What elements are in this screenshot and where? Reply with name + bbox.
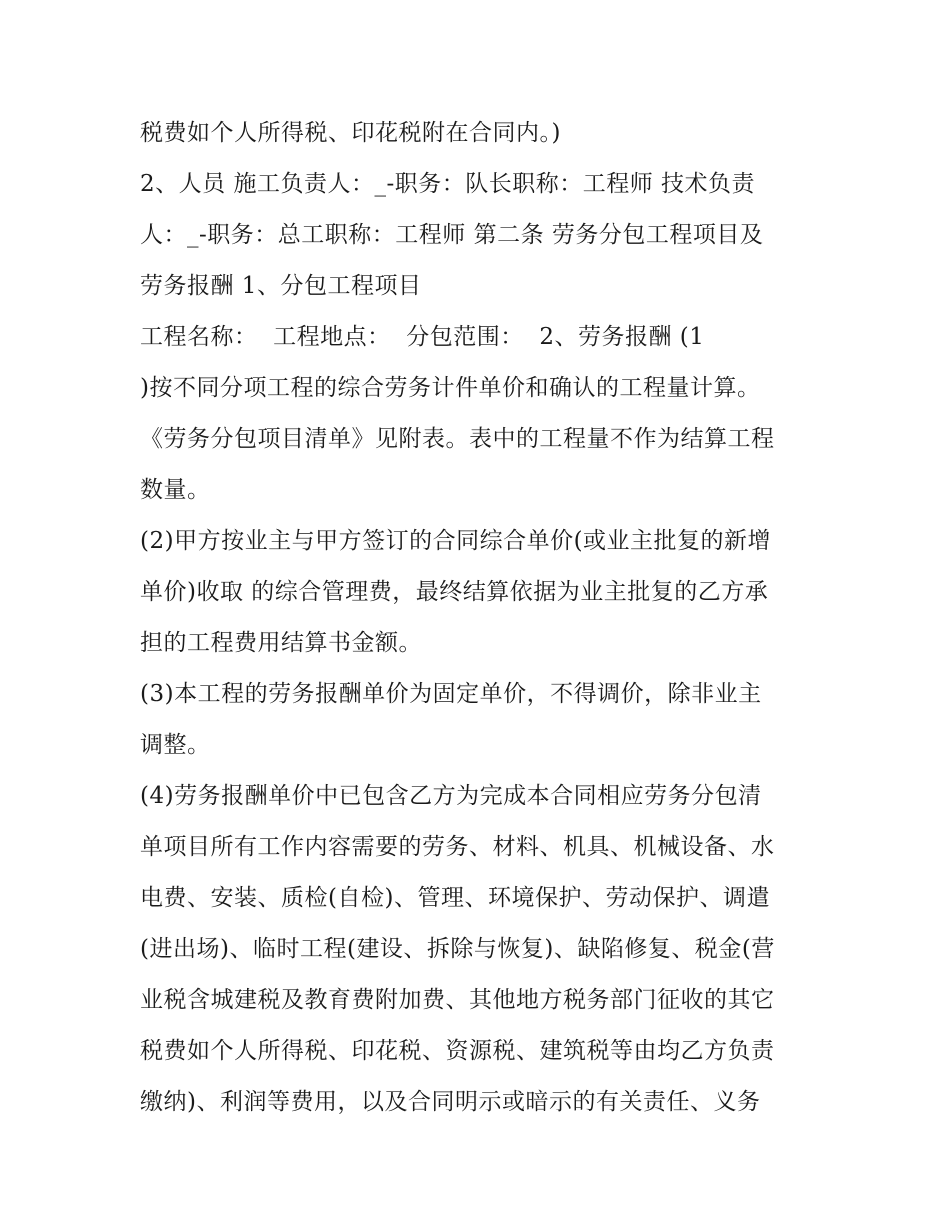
text-line: 单价)收取 的综合管理费，最终结算依据为业主批复的乙方承 bbox=[140, 579, 769, 605]
text-line: (2)甲方按业主与甲方签订的合同综合单价(或业主批复的新增 bbox=[140, 528, 772, 554]
text-line: 《劳务分包项目清单》见附表。表中的工程量不作为结算工程 bbox=[140, 426, 775, 452]
text-line: )按不同分项工程的综合劳务计件单价和确认的工程量计算。 bbox=[140, 375, 761, 401]
text-line: (4)劳务报酬单价中已包含乙方为完成本合同相应劳务分包清 bbox=[140, 783, 762, 809]
document-text-body bbox=[140, 108, 820, 1128]
text-line: 税费如个人所得税、印花税、资源税、建筑税等由均乙方负责 bbox=[140, 1038, 775, 1064]
text-line: (进出场)、临时工程(建设、拆除与恢复)、缺陷修复、税金(营 bbox=[140, 936, 775, 962]
text-line: 调整。 bbox=[140, 732, 211, 758]
text-line: 税费如个人所得税、印花税附在合同内。) bbox=[140, 120, 561, 146]
text-line: 数量。 bbox=[140, 477, 211, 503]
text-line: 2、人员 施工负责人：_-职务：队长职称：工程师 技术负责 bbox=[140, 171, 756, 197]
text-line: 人：_-职务：总工职称：工程师 第二条 劳务分包工程项目及 bbox=[140, 222, 764, 248]
text-line: 工程名称： 工程地点： 分包范围： 2、劳务报酬 (1 bbox=[140, 324, 705, 350]
text-line: 缴纳)、利润等费用，以及合同明示或暗示的有关责任、义务 bbox=[140, 1089, 761, 1115]
text-line: 劳务报酬 1、分包工程项目 bbox=[140, 273, 422, 299]
text-line: (3)本工程的劳务报酬单价为固定单价，不得调价，除非业主 bbox=[140, 681, 762, 707]
text-line: 单项目所有工作内容需要的劳务、材料、机具、机械设备、水 bbox=[140, 834, 775, 860]
text-line: 业税含城建税及教育费附加费、其他地方税务部门征收的其它 bbox=[140, 987, 775, 1013]
text-line: 电费、安装、质检(自检)、管理、环境保护、劳动保护、调遣 bbox=[140, 885, 770, 911]
text-line: 担的工程费用结算书金额。 bbox=[140, 630, 422, 656]
